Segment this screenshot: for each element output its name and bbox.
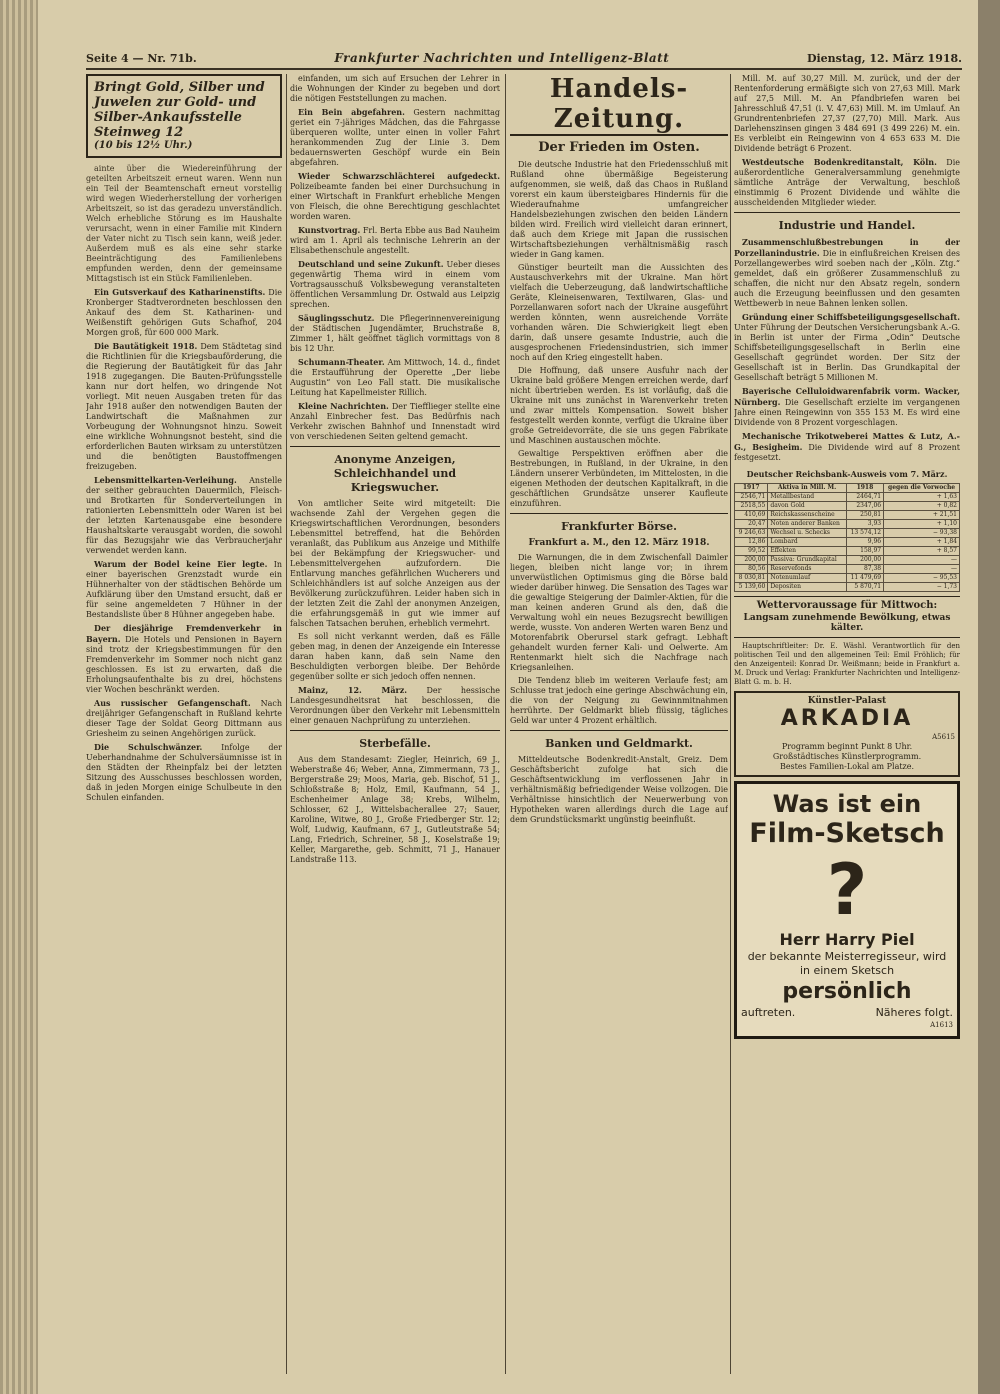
table-cell: 2347,06 <box>846 502 883 511</box>
section-heading: Deutscher Reichsbank-Ausweis vom 7. März. <box>746 469 948 479</box>
film-ad-title: Film-Sketsch <box>749 818 945 849</box>
table-cell: — <box>884 556 960 565</box>
article-text: Gewaltige Perspektiven eröffnen aber die Bestrebungen, in Rußland, in der Ukraine, in den Ländern unserer Verbündeten, im Mittelosten, in die eigenen Methoden der deutschen Kapitalkraft, in die geschäftlichen Grundsätze unserer Kaufleute einzuführen. <box>510 449 728 508</box>
article <box>734 431 960 463</box>
film-sketsch-ad <box>734 781 960 1039</box>
table-cell: Lombard <box>768 538 846 547</box>
article <box>290 171 500 222</box>
article-head: Westdeutsche Bodenkreditanstalt, Köln. <box>742 157 937 167</box>
article-head: Ein Gutsverkauf des Katharinenstifts. <box>94 287 266 297</box>
column-4 <box>734 74 960 1374</box>
table-cell: 5 870,71 <box>846 583 883 592</box>
article-head: Lebensmittelkarten-Verleihung. <box>94 475 237 485</box>
article-text: Die Pflegerinnenvereinigung der Städtischen Jugendämter, Bruchstraße 8, Zimmer 1, hält geöffnet täglich vormittags von 8 bis 12 Uhr. <box>290 314 500 353</box>
table-cell: 20,47 <box>735 520 768 529</box>
table-column-header: gegen die Vorwoche <box>884 484 960 493</box>
table-row <box>735 565 960 574</box>
article-text: Die Dividende wird auf 8 Prozent festgesetzt. <box>734 443 960 462</box>
article <box>86 341 282 472</box>
divider <box>734 637 960 638</box>
article-text: Die Hotels und Pensionen in Bayern sind trotz der Kriegsbestimmungen für den Fremdenverkehr im Sommer noch nicht ganz geschlossen. Es ist zu erwarten, daß die Erholungsaufenthalte bis zu drei, höchstens vier Wochen beschränkt werden. <box>86 635 282 694</box>
film-ad-line: auftreten. <box>741 1006 796 1019</box>
article-head: Säuglingsschutz. <box>298 313 375 323</box>
arkadia-line: Großstädtisches Künstlerprogramm. <box>772 752 922 761</box>
article-text: In einer bayerischen Grenzstadt wurde ein Hühnerhalter von der städtischen Behörde um Aufklärung über den Umstand ersucht, daß er für seine angemeldeten 7 Hühner in der Bestandsliste über 8 Hühner angegeben habe. <box>86 560 282 619</box>
article-head: Ein Bein abgefahren. <box>298 107 405 117</box>
page-edge-left <box>0 0 38 1394</box>
table-row <box>735 556 960 565</box>
table-cell: Wechsel u. Schecks <box>768 529 846 538</box>
reichsbank-table <box>734 483 960 592</box>
table-row <box>735 520 960 529</box>
article-head: Kleine Nachrichten. <box>298 401 389 411</box>
column-2 <box>290 74 500 1374</box>
table-cell: − 95,53 <box>884 574 960 583</box>
article <box>290 357 500 398</box>
film-ad-line: Was ist ein <box>772 790 922 818</box>
article <box>290 313 500 354</box>
table-cell: − 1,73 <box>884 583 960 592</box>
table-cell: davon Gold <box>768 502 846 511</box>
table-cell: 12,86 <box>735 538 768 547</box>
table-row <box>735 574 960 583</box>
column-3 <box>510 74 728 1374</box>
article-head: Mainz, 12. März. <box>298 685 408 695</box>
section-heading: Banken und Geldmarkt. <box>545 737 693 750</box>
newspaper-title: Frankfurter Nachrichten und Intelligenz-Blatt <box>334 51 670 65</box>
article-text: Es soll nicht verkannt werden, daß es Fälle geben mag, in denen der Anzeigende ein Interesse daran haben kann, daß sein Name den Beschuldigten verborgen bleibe. Der Behörde gegenüber sollte er sich jedoch offen nennen. <box>290 632 500 681</box>
table-cell: 2546,71 <box>735 493 768 502</box>
table-row <box>735 502 960 511</box>
table-cell: 158,97 <box>846 547 883 556</box>
divider <box>510 513 728 514</box>
table-cell: 9 246,63 <box>735 529 768 538</box>
article-text: Von amtlicher Seite wird mitgeteilt: Die wachsende Zahl der Vergehen gegen die Kriegswirtschaftlichen Verordnungen, besonders Lebensmittel betreffend, hat die Behörden veranlaßt, das Publikum aus Anzeige und Mithilfe bei der Bekämpfung der Kriegswucher- und Lebensmittelvergehen aufzufordern. Die Entlarvung manches gefährlichen Wucherers und Schleichhändlers ist auf solche Anzeigen aus der Bevölkerung zurückzuführen. Leider haben sich in der letzten Zeit die Zahl der anonymen Anzeigen, die erfahrungsgemäß in gut wie immer auf falschen Tatsachen beruhen, erheblich vermehrt. <box>290 499 500 628</box>
table-row <box>735 493 960 502</box>
table-row <box>735 529 960 538</box>
article-text: Gestern nachmittag geriet ein 7-jähriges Mädchen, das die Fahrgasse überqueren wollte, unter einen in voller Fahrt herankommenden Zug der Linie 3. Dem bedauernswerten Geschöpf wurde ein Bein abgefahren. <box>290 108 500 167</box>
article <box>86 559 282 620</box>
film-ad-name: Herr Harry Piel <box>779 930 915 949</box>
article-text: Frl. Berta Ebbe aus Bad Nauheim wird am 1. April als technische Lehrerin an der Elisabethenschule angestellt. <box>290 226 500 255</box>
table-cell: + 1,84 <box>884 538 960 547</box>
table-cell: 87,38 <box>846 565 883 574</box>
table-row <box>735 511 960 520</box>
article-head: Die Schulschwänzer. <box>94 742 203 752</box>
table-cell: − 93,38 <box>884 529 960 538</box>
section-heading: Sterbefälle. <box>359 737 431 750</box>
column-1 <box>86 74 282 1374</box>
article <box>86 475 282 556</box>
column-rule <box>505 74 506 1374</box>
article <box>290 685 500 726</box>
table-cell: 250,81 <box>846 511 883 520</box>
table-cell: Reservefonds <box>768 565 846 574</box>
film-ad-line: Näheres folgt. <box>875 1006 953 1019</box>
weather-forecast: Langsam zunehmende Bewölkung, etwas kälter. <box>743 613 951 633</box>
article-heading: Der Frieden im Osten. <box>538 140 700 155</box>
article-text: Mill. M. auf 30,27 Mill. M. zurück, und der der Rentenforderung ermäßigte sich von 27,63 Mill. Mark auf 27,5 Mill. M. An Pfandbriefen waren bei Jahresschluß 47,51 (i. V. 47,63) Mill. M. im Umlauf. An Grundrentenbriefen 27,37 (27,70) Mill. Mark. Aus Darlehenszinsen gingen 3 484 691 (3 499 226) M. ein. Es verbleibt ein Reingewinn von 4 653 633 M. Die Dividende beträgt 6 Prozent. <box>734 74 960 153</box>
article <box>86 287 282 338</box>
table-row <box>735 547 960 556</box>
article <box>290 259 500 310</box>
table-cell: 410,69 <box>735 511 768 520</box>
table-cell: 99,52 <box>735 547 768 556</box>
table-column-header: 1918 <box>846 484 883 493</box>
table-header-row <box>735 484 960 493</box>
ad-code: A1613 <box>930 1021 953 1029</box>
article-text: Anstelle der seither gebrauchten Dauermilch, Fleisch- und Brotkarten für Sonderverteilungen in rationierten Lebensmitteln oder Waren ist bei der letzten Kartenausgabe eine besondere Haushaltskarte verausgabt worden, die sowohl für das Bezugsjahr wie das Verbraucherjahr verwendet werden kann. <box>86 476 282 555</box>
film-ad-highlight: persönlich <box>782 979 912 1004</box>
article-head: Zusammenschlußbestrebungen in der Porzellanindustrie. <box>734 237 960 258</box>
article-head: Warum der Bodel keine Eier legte. <box>94 559 268 569</box>
table-cell: Effekten <box>768 547 846 556</box>
article-head: Kunstvortrag. <box>298 225 361 235</box>
table-column-header: 1917 <box>735 484 768 493</box>
arkadia-ad <box>734 691 960 777</box>
weather-heading: Wettervoraussage für Mittwoch: <box>756 600 938 611</box>
article-text: Die Gesellschaft erzielte im vergangenen Jahre einen Reingewinn von 355 153 M. Es wird eine Dividende von 8 Prozent vorgeschlagen. <box>734 398 960 427</box>
article-text: Am Mittwoch, 14. d., findet die Erstaufführung der Operette „Der liebe Augustin“ von Leo Fall statt. Die musikalische Leitung hat Kapellmeister Rillich. <box>290 358 500 397</box>
table-row <box>735 583 960 592</box>
section-heading: Industrie und Handel. <box>778 219 916 232</box>
table-cell: + 8,57 <box>884 547 960 556</box>
table-cell: 80,56 <box>735 565 768 574</box>
table-column-header: Aktiva in Mill. M. <box>768 484 846 493</box>
table-cell: + 1,63 <box>884 493 960 502</box>
article-text: Der hessische Landesgesundheitsrat hat beschlossen, die Verordnungen über den Verkehr mit Lebensmitteln einer genauen Nachprüfung zu unterziehen. <box>290 686 500 725</box>
table-row <box>735 538 960 547</box>
article <box>290 107 500 168</box>
article <box>86 698 282 739</box>
article-head: Wieder Schwarzschlächterei aufgedeckt. <box>298 171 500 181</box>
page-edge-right <box>978 0 1000 1394</box>
article-text: Die Tendenz blieb im weiteren Verlaufe fest; am Schlusse trat jedoch eine geringe Abschwächung ein, die von der Neigung zu Gewinnmitnahmen herrührte. Der Geldmarkt blieb flüssig, tägliches Geld war unter 4 Prozent erhältlich. <box>510 676 728 725</box>
article-head: Die Bautätigkeit 1918. <box>94 341 198 351</box>
table-cell: Notenumlauf <box>768 574 846 583</box>
table-cell: 11 479,69 <box>846 574 883 583</box>
arkadia-title: ARKADIA <box>780 706 914 731</box>
article <box>86 623 282 695</box>
table-cell: 200,00 <box>846 556 883 565</box>
article-head: Der diesjährige Fremdenverkehr in Bayern. <box>86 623 282 644</box>
table-cell: Depositen <box>768 583 846 592</box>
section-masthead: Handels-Zeitung. <box>510 74 728 136</box>
table-cell: + 21,51 <box>884 511 960 520</box>
article-text: Infolge der Ueberhandnahme der Schulversäumnisse ist in den Städten der Rheinpfalz bei der letzten Sitzung des Ausschusses beschlossen worden, daß in jeden Morgen einige Schulbeute in den Schulen einfanden. <box>86 743 282 802</box>
article-text: einfanden, um sich auf Ersuchen der Lehrer in die Wohnungen der Kinder zu begeben und dort die nötigen Feststellungen zu machen. <box>290 74 500 103</box>
table-cell: Reichskassenscheine <box>768 511 846 520</box>
table-cell: 200,00 <box>735 556 768 565</box>
article-text: Ueber dieses gegenwärtig Thema wird in einem vom Vortragsausschuß Volksbewegung veranstalteten öffentlichen Versammlung Dr. Ostwald aus Leipzig sprechen. <box>290 260 500 309</box>
page-number: Seite 4 — Nr. 71b. <box>86 51 197 65</box>
article-text: Unter Führung der Deutschen Versicherungsbank A.-G. in Berlin ist unter der Firma „Odin“ Deutsche Schiffsbeteiligungsgesellschaft in Berlin eine Gesellschaft gegründet worden. Der Sitz der Gesellschaft ist in Berlin. Das Grundkapital der Gesellschaft beträgt 5 Millionen M. <box>734 323 960 382</box>
table-cell: 2464,71 <box>846 493 883 502</box>
gold-ad-text: Bringt Gold, Silber und Juwelen zur Gold- und Silber-Ankaufsstelle Steinweg 12 <box>94 80 265 140</box>
imprint: Hauptschriftleiter: Dr. E. Wäshl. Verantwortlich für den politischen Teil und den allgemeinen Teil: Emil Fröhlich; für den Anzeigenteil: Konrad Dr. Weißmann; beide in Frankfurt a. M. Druck und Verlag: Frankfurter Nachrichten und Intelligenz-Blatt G. m. b. H. <box>734 642 960 686</box>
divider <box>290 446 500 447</box>
ad-code: A5615 <box>932 733 955 741</box>
section-heading: Frankfurter Börse. <box>561 520 677 533</box>
divider <box>734 596 960 597</box>
table-cell: 2518,55 <box>735 502 768 511</box>
article-text: Die deutsche Industrie hat den Friedensschluß mit Rußland ohne übermäßige Begeisterung aufgenommen, sie weiß, daß das Chaos in Rußland vorerst ein kaum übersteigbares Hindernis für die Wiederaufnahme umfangreicher Handelsbeziehungen zwischen den beiden Ländern bilden wird. Freilich wird vielleicht daran erinnert, daß auch dem Kriege mit Japan die russischen Wirtschaftsbeziehungen verhältnismäßig rasch wieder in Gang kamen. <box>510 160 728 259</box>
arkadia-line: Bestes Familien-Lokal am Platze. <box>779 762 915 771</box>
issue-date: Dienstag, 12. März 1918. <box>806 51 962 65</box>
article-text: Die in einflußreichen Kreisen des Porzellangewerbes wird soeben nach der „Köln. Ztg.“ gemeldet, daß ein größerer Zusammenschluß zu schaffen, die nicht nur den Absatz regeln, sondern auch die Erzeugung beeinflussen und den gesamten Wettbewerb in neue Bahnen lenken sollen. <box>734 249 960 308</box>
page-header <box>86 48 962 70</box>
article-head: Bayerische Celluloidwarenfabrik vorm. Wacker, Nürnberg. <box>734 386 960 407</box>
article-text: Die Hoffnung, daß unsere Ausfuhr nach der Ukraine bald größere Mengen erreichen werde, darf nicht übertrieben werden. Es ist vorläufig, daß die Ukraine mit uns zunächst in Warenverkehr treten und zwar mittels Kompensation. Soweit bisher festgestellt werden konnte, verfügt die Ukraine über große Getreidevorräte, die sie uns gegen Fabrikate und Maschinen austauschen möchte. <box>510 366 728 445</box>
table-cell: Noten anderer Banken <box>768 520 846 529</box>
table-cell: + 1,10 <box>884 520 960 529</box>
divider <box>290 730 500 731</box>
death-notices: Aus dem Standesamt: Ziegler, Heinrich, 69 J., Weberstraße 46; Weber, Anna, Zimmermann, 73 J., Bergerstraße 29; Moos, Maria, geb. Bischof, 51 J., Schloßstraße 8; Holz, Emil, Kaufmann, 54 J., Eschenheimer Anlage 38; Krebs, Wilhelm, Schlosser, 62 J., Wittelsbacherallee 27; Sauer, Karoline, Witwe, 80 J., Große Friedberger Str. 12; Wolf, Ludwig, Kaufmann, 67 J., Gutleutstraße 54; Lang, Friedrich, Schreiner, 58 J., Koselstraße 19; Keller, Margarethe, geb. Schmitt, 71 J., Hanauer Landstraße 113. <box>290 755 500 864</box>
article <box>734 237 960 309</box>
gold-ad <box>86 74 282 158</box>
article-text: Dem Städtetag sind die Richtlinien für die Kriegsbauförderung, die die Regierung der Bautätigkeit für das Jahr 1918 zugegangen. Die Bauten-Prüfungsstelle kann nur dort helfen, wo dringende Not vorliegt. Mit neuen Ausgaben treten für das Jahr 1918 außer den notwendigen Bauten der Landwirtschaft die Maßnahmen zur Vorbeugung der Wohnungsnot hinzu. Soweit eine wirkliche Wohnungsnot besteht, sind die erforderlichen Bauten wirksam zu unterstützen und die benötigten Baustoffmengen freizugeben. <box>86 342 282 471</box>
article-text: Nach dreijähriger Gefangenschaft in Rußland kehrte dieser Tage der Soldat Georg Dittmann aus Griesheim zu seinen Angehörigen zurück. <box>86 699 282 738</box>
article-text: Die außerordentliche Generalversammlung genehmigte sämtliche Anträge der Verwaltung, beschloß einstimmig 6 Prozent Dividende und wählte die ausscheidenden Mitglieder wieder. <box>734 158 960 207</box>
film-ad-footer <box>741 1006 953 1020</box>
article-text: Polizeibeamte fanden bei einer Durchsuchung in einer Wirtschaft in Frankfurt erhebliche Mengen von Fleisch, die ohne Berechtigung geschlachtet worden waren. <box>290 182 500 221</box>
article <box>734 157 960 208</box>
article <box>734 386 960 428</box>
article-text: ainte über die Wiedereinführung der geteilten Arbeitszeit erneut waren. Wenn nun ein Teil der Beamtenschaft erneut vorstellig wird wegen Wiederherstellung der vorherigen Arbeitszeit, so ist das geradezu unverständlich. Welch erhebliche Störung es im Haushalte verursacht, wenn in einer Familie mit Kindern der Vater nicht zu Tisch sein kann, weiß jeder. Außerdem muß es als eine sehr starke Beeinträchtigung des Familienlebens empfunden werden, denn der gemeinsame Mittagstisch ist ein Stück Familienleben. <box>86 164 282 283</box>
column-rule <box>286 74 287 1374</box>
article-text: Die Kronberger Stadtverordneten beschlossen den Ankauf des dem St. Katharinen- und Weißenstift gehörigen Guts Schafhof, 204 Morgen groß, für 600 000 Mark. <box>86 288 282 337</box>
article-head: Schumann-Theater. <box>298 357 385 367</box>
article-head: Mechanische Trikotweberei Mattes & Lutz, A.-G., Besigheim. <box>734 431 960 452</box>
article-head: Deutschland und seine Zukunft. <box>298 259 444 269</box>
gold-ad-hours: (10 bis 12½ Uhr.) <box>94 140 193 151</box>
table-cell: 8 030,81 <box>735 574 768 583</box>
column-rule <box>730 74 731 1374</box>
table-cell: 3,93 <box>846 520 883 529</box>
article-text: Günstiger beurteilt man die Aussichten des Austauschverkehrs mit der Ukraine. Man hört vielfach die Ueberzeugung, daß landwirtschaftliche Geräte, Kleineisenwaren, Textilwaren, Glas- und Porzellanwaren sofort nach der Ukraine ausgeführt werden könnten, wenn ausreichende Vorräte vorhanden wären. Die Schwierigkeit liegt eben darin, daß unsere gesamte Industrie, auch die ausgesprochenen Friedensindustrien, sich immer noch auf den Krieg eingestellt haben. <box>510 263 728 362</box>
table-cell: 5 139,60 <box>735 583 768 592</box>
article-text: Mitteldeutsche Bodenkredit-Anstalt, Greiz. Dem Geschäftsbericht zufolge hat sich die Geschäftsentwicklung im verflossenen Jahr in verhältnismäßig befriedigender Weise vollzogen. Die Verhältnisse hinsichtlich der Neuerwerbung von Hypotheken waren allerdings durch die Lage auf dem Grundstücksmarkt ungünstig beeinflußt. <box>510 755 728 824</box>
table-cell: 13 574,12 <box>846 529 883 538</box>
article-text: Die Warnungen, die in dem Zwischenfall Daimler liegen, bleiben nicht lange vor; in ihrem unverwüstlichen Optimismus ging die Börse bald wieder darüber hinweg. Die Sensation des Tages war die gewaltige Steigerung der Daimler-Aktien, für die man keinen anderen Grund als den, daß die Verwaltung wohl ein neues Bezugsrecht bewilligen werde, wusste. Von anderen Werten waren Benz und Motorenfabrik Oberursel stark gefragt. Lebhaft gehandelt wurden ferner Kali- und Oelwerte. Am Rentenmarkt hielt sich die Nachfrage nach Kriegsanleihen. <box>510 553 728 672</box>
table-cell: Metallbestand <box>768 493 846 502</box>
divider <box>734 212 960 213</box>
table-cell: — <box>884 565 960 574</box>
divider <box>510 730 728 731</box>
article-text: Der Tiefflieger stellte eine Anzahl Einbrecher fest. Das Bedürfnis nach Verkehr zwischen Bahnhof und Innenstadt wird von verschiedenen Seiten geltend gemacht. <box>290 402 500 441</box>
section-heading: Anonyme Anzeigen, Schleichhandel und Kriegswucher. <box>333 453 457 494</box>
article <box>734 312 960 383</box>
table-cell: + 0,82 <box>884 502 960 511</box>
question-mark: ? <box>826 849 868 931</box>
film-ad-line: der bekannte Meisterregisseur, wird in einem Sketsch <box>747 950 947 977</box>
table-body <box>735 493 960 592</box>
article-head: Aus russischer Gefangenschaft. <box>94 698 251 708</box>
article <box>86 742 282 803</box>
arkadia-subtitle: Künstler-Palast <box>807 696 887 706</box>
article <box>290 401 500 442</box>
arkadia-line: Programm beginnt Punkt 8 Uhr. <box>781 742 913 751</box>
article-head: Gründung einer Schiffsbeteiligungsgesellschaft. <box>742 312 960 322</box>
article <box>290 225 500 256</box>
table-cell: Passiva: Grundkapital <box>768 556 846 565</box>
dateline: Frankfurt a. M., den 12. März 1918. <box>528 538 710 548</box>
table-cell: 9,96 <box>846 538 883 547</box>
